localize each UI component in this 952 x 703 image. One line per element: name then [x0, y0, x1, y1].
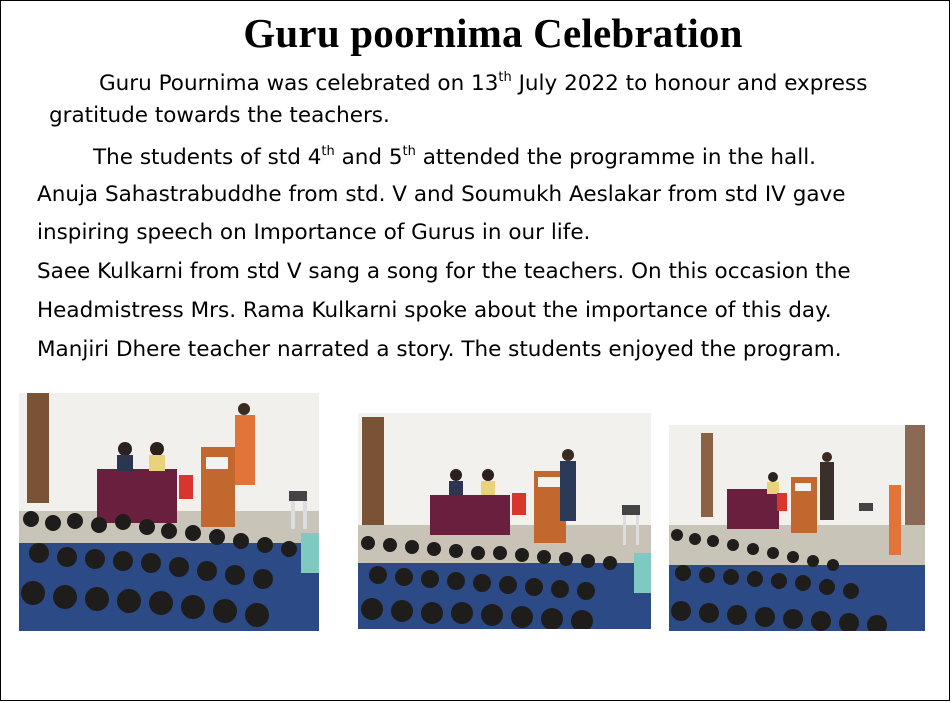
para2-line5: Headmistress Mrs. Rama Kulkarni spoke about the importance of this day. — [37, 298, 832, 323]
para2-line1 — [93, 145, 816, 170]
para1-line1 — [99, 71, 867, 96]
superscript: th — [321, 144, 335, 159]
event-photo-3 — [669, 425, 925, 631]
superscript: th — [498, 70, 512, 85]
event-photo-2 — [358, 413, 651, 629]
para2-line3: inspiring speech on Importance of Gurus in our life. — [37, 220, 591, 245]
para2-line2: Anuja Sahastrabuddhe from std. V and Soumukh Aeslakar from std IV gave — [37, 182, 846, 207]
text-span: attended the programme in the hall. — [415, 145, 817, 170]
event-photo-1 — [19, 393, 319, 631]
para1-line2: gratitude towards the teachers. — [49, 103, 390, 128]
para2-line4: Saee Kulkarni from std V sang a song for the teachers. On this occasion the — [37, 259, 851, 284]
text-span: and 5 — [334, 145, 403, 170]
text-span: July 2022 to honour and express — [511, 71, 868, 96]
para2-line6: Manjiri Dhere teacher narrated a story. The students enjoyed the program. — [37, 337, 842, 362]
text-span: Guru Pournima was celebrated on 13 — [99, 71, 499, 96]
text-span: The students of std 4 — [93, 145, 322, 170]
page-title: Guru poornima Celebration — [243, 10, 743, 56]
superscript: th — [402, 144, 416, 159]
